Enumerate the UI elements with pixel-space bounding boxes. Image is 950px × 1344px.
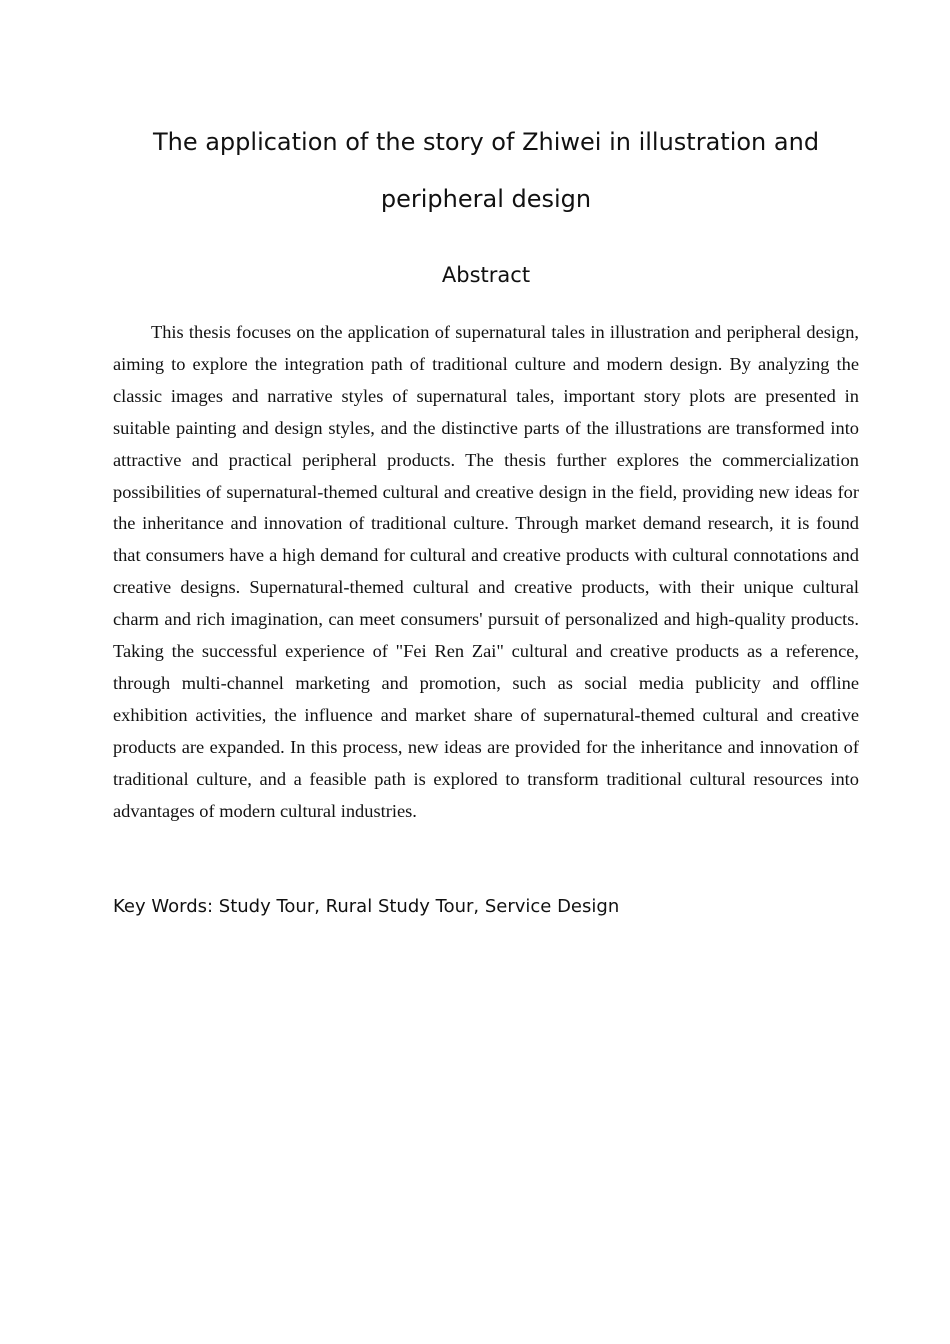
abstract-heading: Abstract [441, 263, 531, 287]
page-title: The application of the story of Zhiwei in illustration and peripheral design [152, 128, 820, 213]
keywords-line: Key Words: Study Tour, Rural Study Tour, Service Design [113, 896, 620, 917]
abstract-body: This thesis focuses on the application of supernatural tales in illustration and peripheral design, aiming to explore the integration path of traditional culture and modern design. By analyzing the classic images and narrative styles of supernatural tales, important story plots are presented in suitable painting and design styles, and the distinctive parts of the illustrations are transformed into attractive and practical peripheral products. The thesis further explores the commercialization possibilities of supernatural-themed cultural and creative design in the field, providing new ideas for the inheritance and innovation of traditional culture. Through market demand research, it is found that consumers have a high demand for cultural and creative products with cultural connotations and creative designs. Supernatural-themed cultural and creative products, with their unique cultural charm and rich imagination, can meet consumers' pursuit of personalized and high-quality products. Taking the successful experience of "Fei Ren Zai" cultural and creative products as a reference, through multi-channel marketing and promotion, such as social media publicity and offline exhibition activities, the influence and market share of supernatural-themed cultural and creative products are expanded. In this process, new ideas are provided for the inheritance and innovation of traditional culture, and a feasible path is explored to transform traditional cultural resources into advantages of modern cultural industries. [113, 322, 859, 821]
